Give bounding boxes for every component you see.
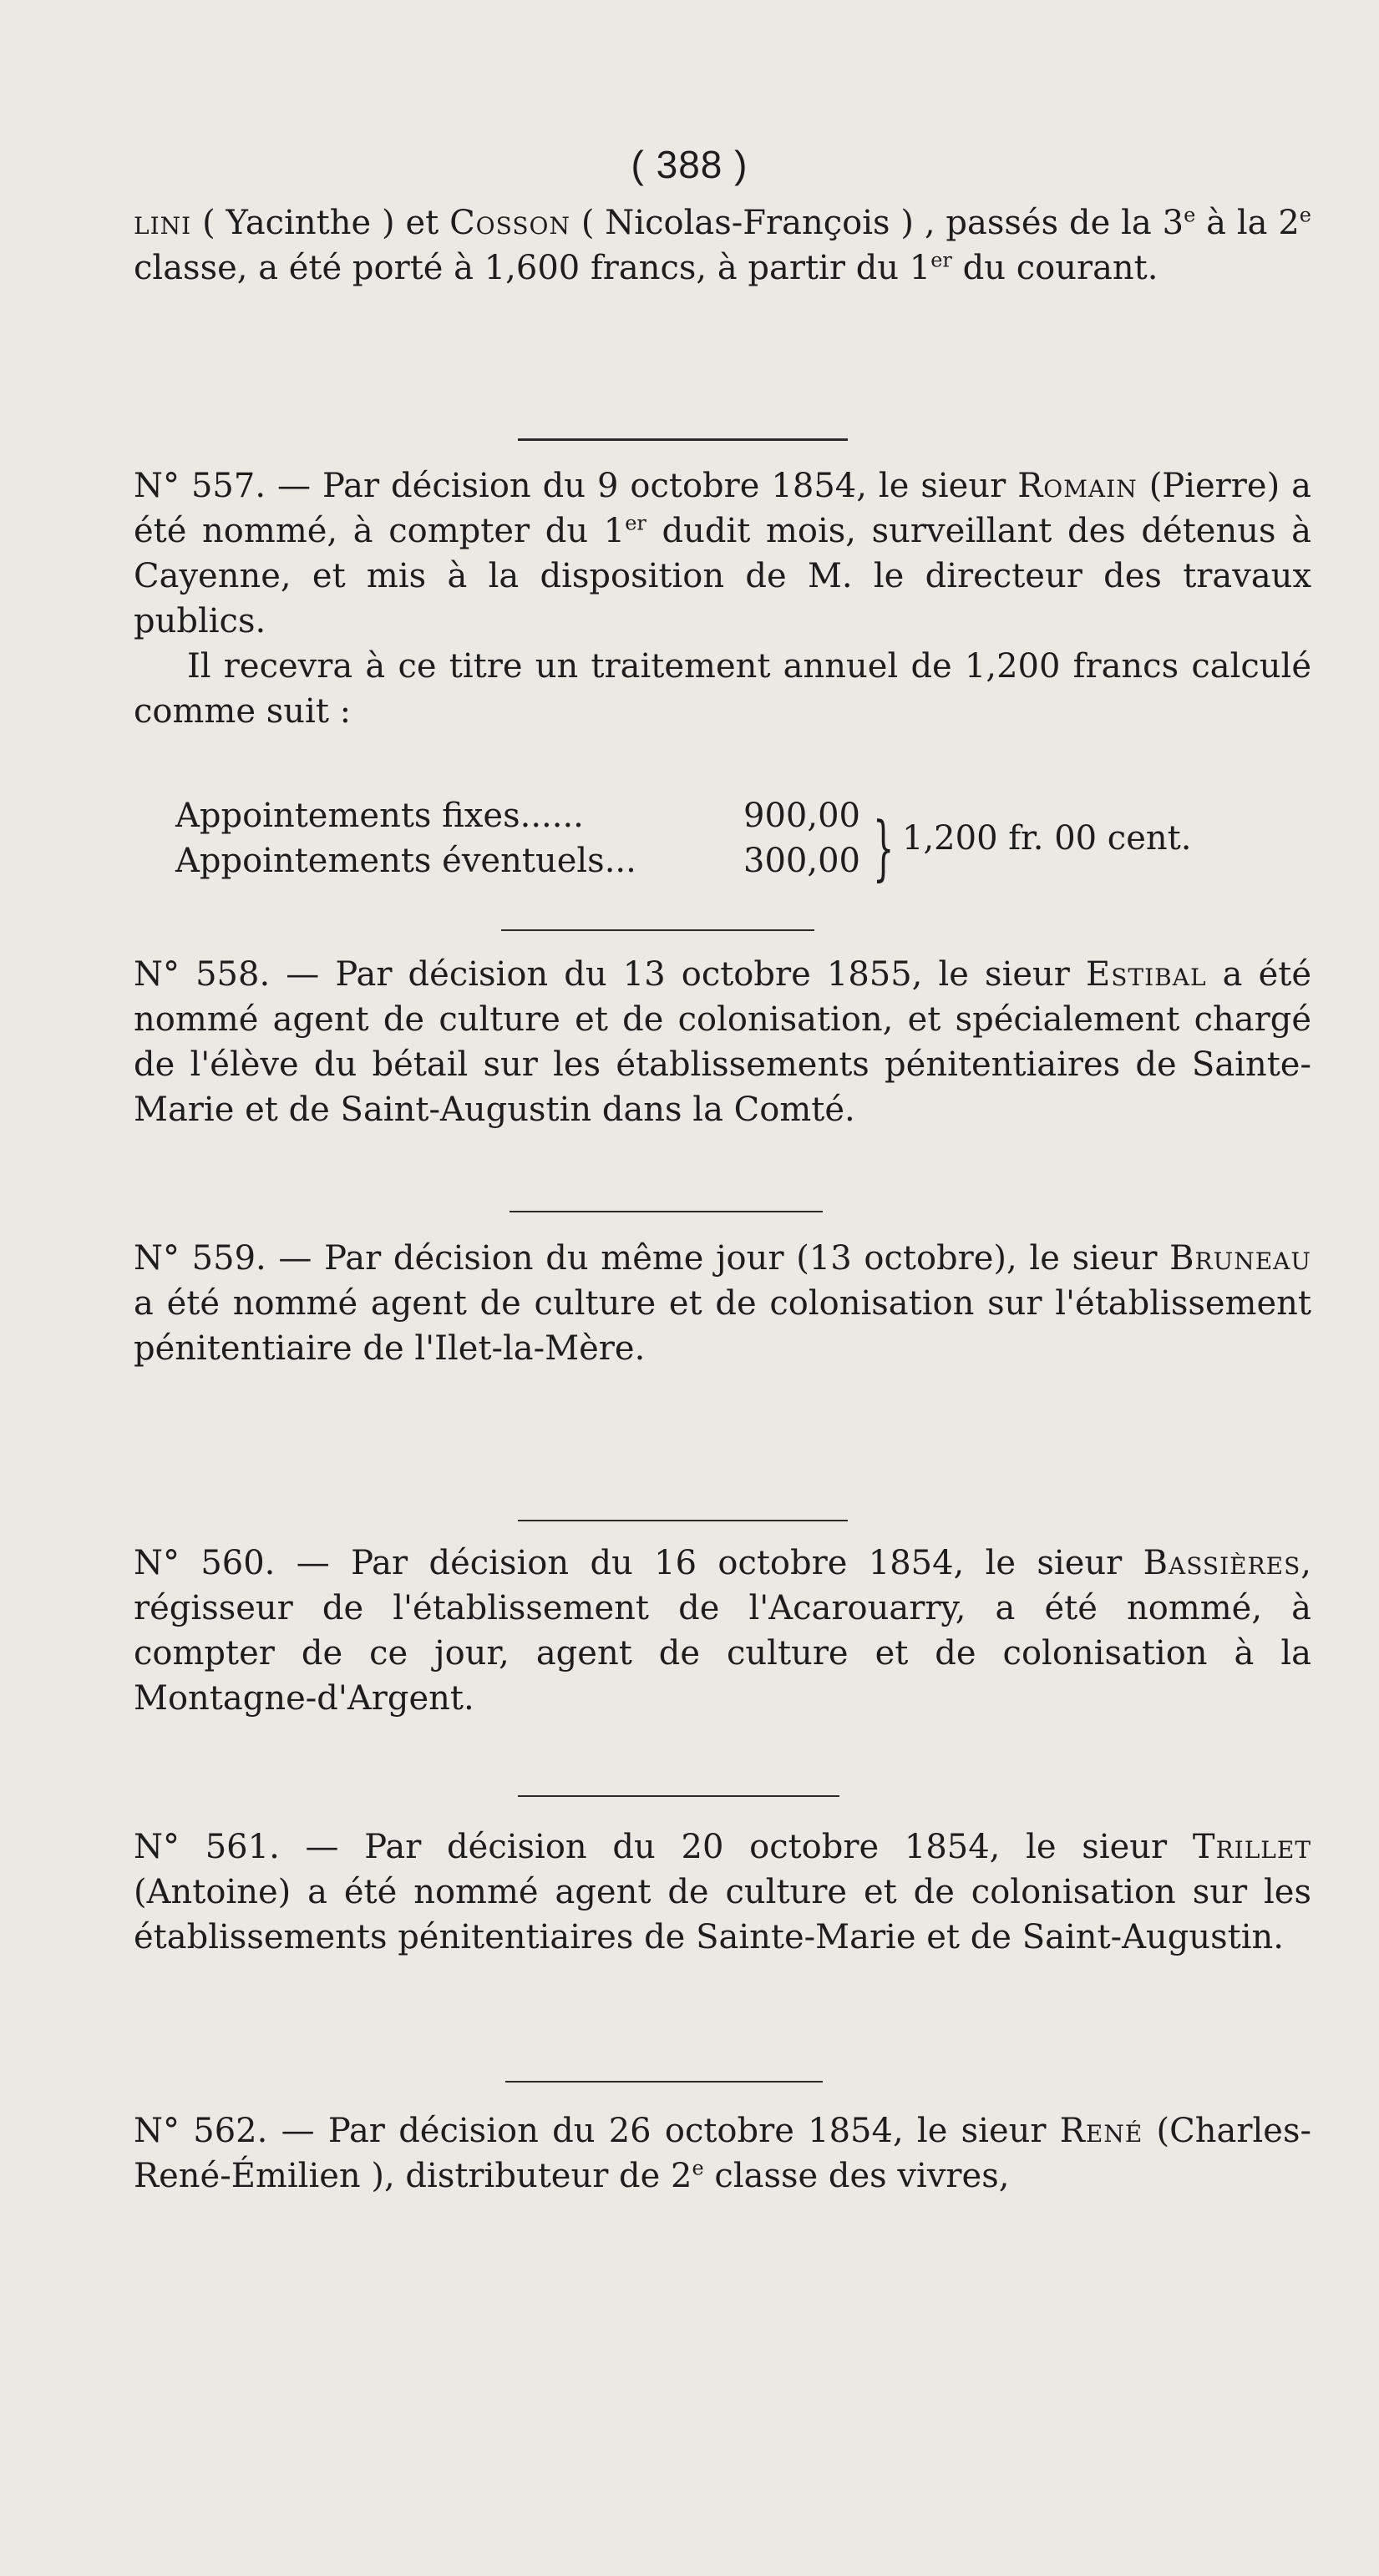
paragraph-text: — Par décision du 16 octobre 1854, le sieur — [275, 1544, 1143, 1582]
salary-amount: 300,00 — [743, 842, 860, 880]
paragraph-text: , régisseur de l'établissement de l'Acarouarry, a été nommé, à compter de ce jour, agent de culture et de colonisation à la Montagne-d'Argent. — [134, 1544, 1312, 1718]
superscript: er — [625, 511, 646, 535]
paragraph-text: dudit mois, surveillant des détenus à Cayenne, et mis à la disposition de M. le directeur des travaux publics. — [134, 512, 1311, 640]
person-name: lini — [134, 204, 192, 242]
salary-row — [175, 793, 860, 838]
entry-561 — [134, 1824, 1311, 1960]
paragraph-text: à la 2 — [1195, 204, 1300, 242]
paragraph-text: — Par décision du 20 octobre 1854, le sieur — [279, 1828, 1193, 1866]
paragraph-text: (Charles-René-Émilien ), distributeur de 2 — [134, 2112, 1312, 2195]
entry-562 — [134, 2108, 1311, 2199]
person-name: Romain — [1017, 467, 1138, 505]
intro-paragraph — [134, 200, 1311, 291]
entry-number: N° 559. — [134, 1239, 266, 1278]
paragraph-text: (Pierre) a été nommé, à compter du 1 — [134, 467, 1312, 550]
paragraph-text: — Par décision du 13 octobre 1855, le sieur — [270, 955, 1087, 994]
section-divider — [518, 438, 848, 441]
superscript: e — [692, 2156, 704, 2180]
entry-558 — [134, 952, 1311, 1132]
salary-label: Appointements fixes...... — [175, 797, 584, 835]
entry-number: N° 560. — [134, 1544, 276, 1582]
salary-paragraph: Il recevra à ce titre un traitement annuel de 1,200 francs calculé comme suit : — [134, 647, 1311, 731]
paragraph-text: classe, a été porté à 1,600 francs, à partir du 1 — [134, 249, 931, 287]
person-name: Estibal — [1086, 955, 1207, 994]
section-divider — [518, 1795, 839, 1797]
superscript: e — [1184, 203, 1196, 227]
section-divider — [501, 929, 814, 931]
paragraph-text: (Antoine) a été nommé agent de culture et de colonisation sur les établissements pénitentiaires de Sainte-Marie et de Saint-Augustin. — [134, 1873, 1311, 1956]
person-name: René — [1059, 2112, 1143, 2150]
person-name: Trillet — [1192, 1828, 1312, 1866]
salary-row — [175, 838, 860, 883]
paragraph-text: — Par décision du 9 octobre 1854, le sieur — [266, 467, 1018, 505]
entry-560 — [134, 1541, 1311, 1721]
salary-total: 1,200 fr. 00 cent. — [902, 819, 1192, 858]
paragraph-text: — Par décision du 26 octobre 1854, le sieur — [267, 2112, 1060, 2150]
paragraph-text: — Par décision du même jour (13 octobre), le sieur — [266, 1239, 1170, 1278]
paragraph-text: a été nommé agent de culture et de colonisation, et spécialement chargé de l'élève du bétail sur les établissements pénitentiaires de Sainte-Marie et de Saint-Augustin dans la Comté. — [134, 955, 1312, 1129]
superscript: e — [1299, 203, 1311, 227]
section-divider — [518, 1520, 848, 1521]
paragraph-text: a été nommé agent de culture et de colonisation sur l'établissement pénitentiaire de l'Ilet-la-Mère. — [134, 1284, 1311, 1368]
person-name: Bassières — [1143, 1544, 1301, 1582]
paragraph-text: classe des vivres, — [703, 2157, 1010, 2195]
salary-label: Appointements éventuels... — [175, 842, 636, 880]
page-number: ( 388 ) — [631, 143, 748, 186]
paragraph-text: du courant. — [951, 249, 1158, 287]
entry-number: N° 558. — [134, 955, 271, 994]
entry-number: N° 562. — [134, 2112, 268, 2150]
entry-number: N° 561. — [134, 1828, 280, 1866]
entry-559 — [134, 1236, 1311, 1371]
person-name: Cosson — [449, 204, 570, 242]
salary-breakdown — [175, 793, 860, 883]
section-divider — [505, 2081, 823, 2083]
superscript: er — [930, 248, 952, 272]
brace: } — [873, 808, 895, 889]
person-name: Bruneau — [1169, 1239, 1311, 1278]
paragraph-text: ( Nicolas-François ) , passés de la 3 — [570, 204, 1184, 242]
paragraph-text: ( Yacinthe ) et — [191, 204, 450, 242]
entry-number: N° 557. — [134, 467, 266, 505]
entry-557 — [134, 463, 1311, 734]
salary-amount: 900,00 — [743, 797, 860, 835]
section-divider — [510, 1211, 823, 1212]
